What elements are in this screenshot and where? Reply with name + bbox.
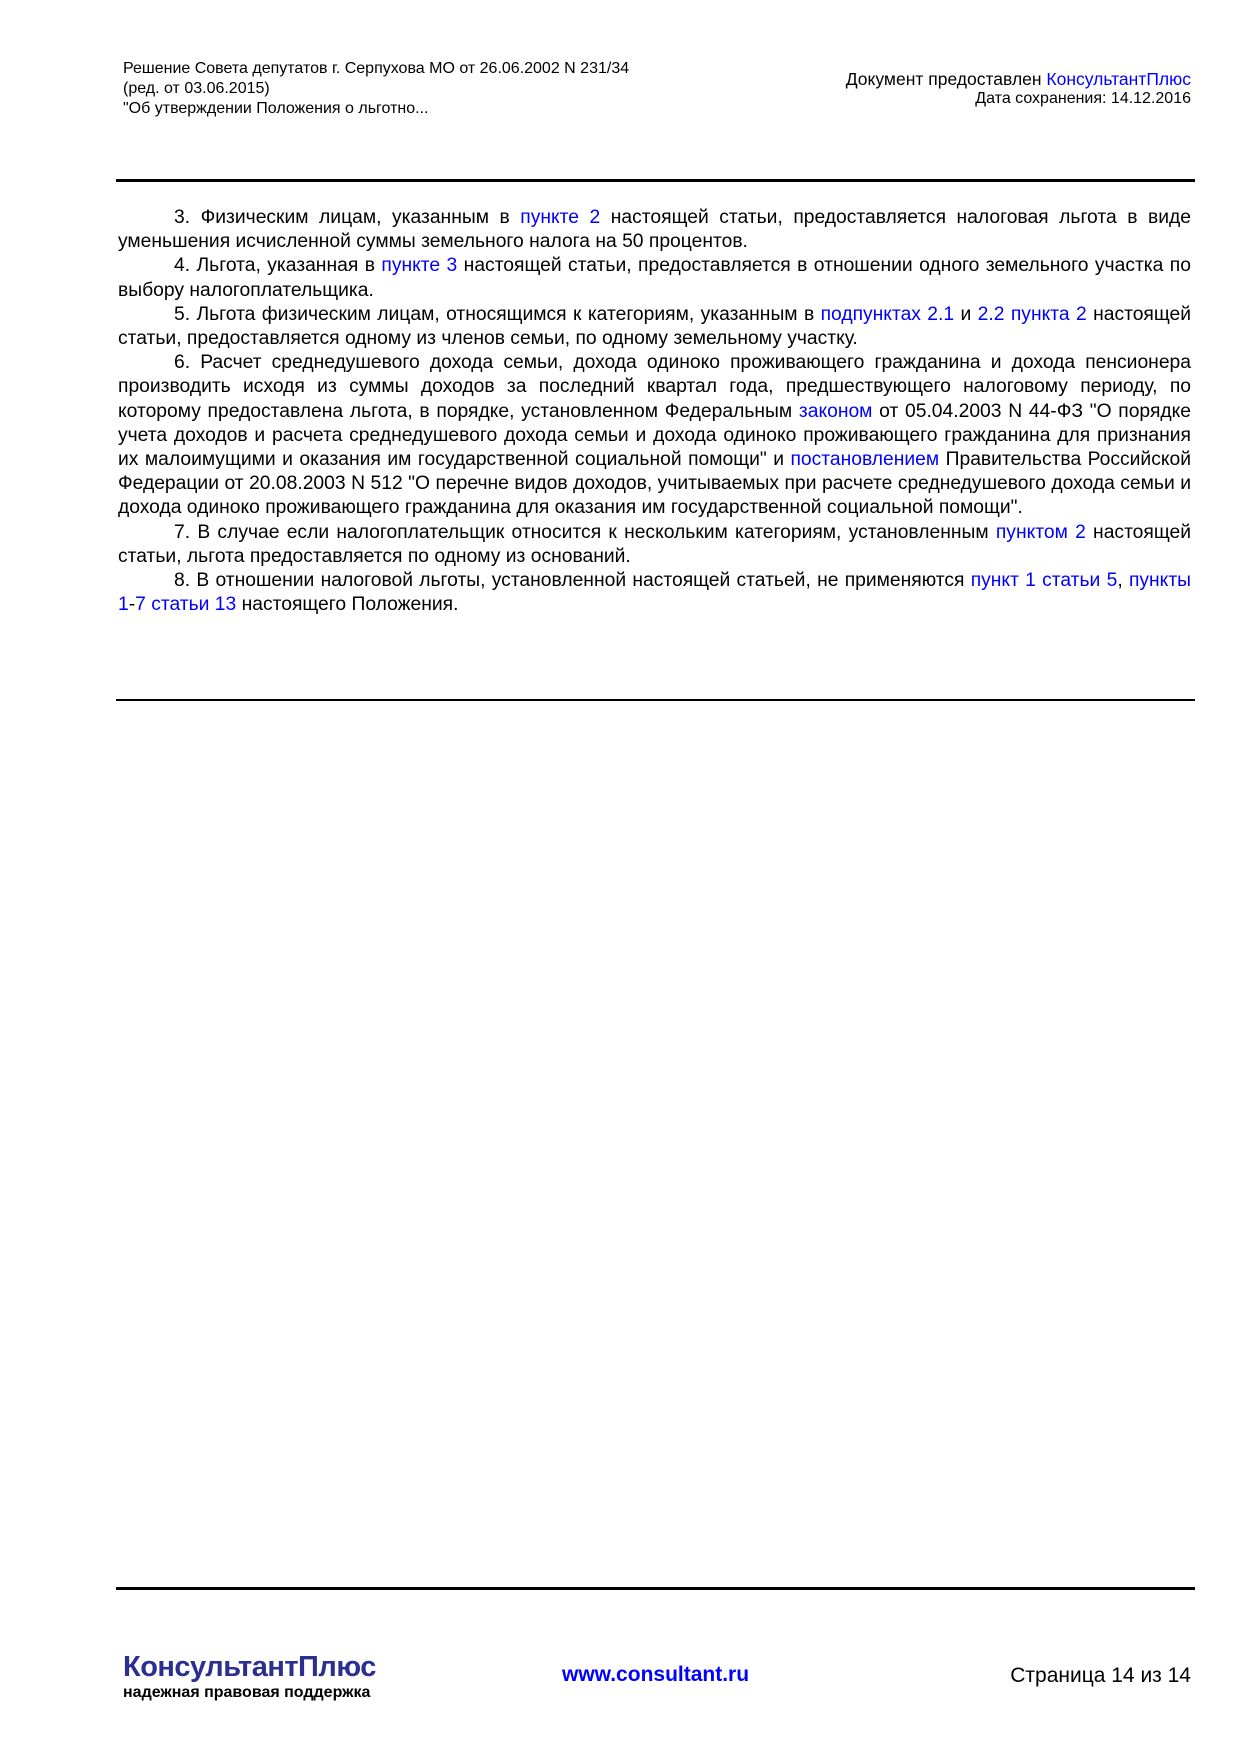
page-number: Страница 14 из 14 (1010, 1664, 1191, 1687)
reference-link[interactable]: пункт 1 статьи 5 (970, 570, 1118, 592)
paragraph-text: , (1117, 570, 1129, 592)
reference-link[interactable]: постановлением (790, 449, 940, 471)
document-title-line: "Об утверждении Положения о льготно... (123, 100, 429, 117)
paragraph-text: настоящей статьи, льгота предоставляется по одному из оснований. (118, 521, 1191, 567)
reference-link[interactable]: подпунктах 2.1 (820, 303, 955, 325)
reference-link[interactable]: пункте 2 (520, 207, 601, 228)
paragraph (118, 351, 1191, 520)
paragraph-text: - (128, 594, 136, 616)
reference-link[interactable]: 2.2 пункта 2 (977, 303, 1087, 325)
provider-info (846, 69, 1191, 109)
website-link[interactable]: www.consultant.ru (562, 1663, 750, 1686)
reference-link[interactable]: законом (798, 400, 873, 422)
reference-link[interactable]: пунктом 2 (995, 521, 1086, 543)
logo-tagline: надежная правовая поддержка (123, 1684, 371, 1701)
document-body (118, 206, 1191, 617)
document-title-line: (ред. от 03.06.2015) (123, 80, 270, 97)
provided-by-label: Документ предоставлен (845, 69, 1047, 89)
section-divider (116, 699, 1195, 701)
paragraph (118, 254, 1191, 302)
paragraph-text: настоящего Положения. (236, 594, 459, 616)
consultant-logo (123, 1651, 376, 1703)
paragraph-text: 4. Льгота, указанная в (174, 255, 382, 277)
document-title-line: Решение Совета депутатов г. Серпухова МО от 26.06.2002 N 231/34 (123, 60, 630, 77)
paragraph (118, 569, 1191, 617)
header-divider (116, 179, 1195, 182)
reference-link[interactable]: 7 статьи 13 (135, 594, 237, 616)
paragraph-text: 3. Физическим лицам, указанным в (174, 207, 521, 228)
paragraph-text: настоящей статьи, предоставляется налоговая льгота в виде уменьшения исчисленной суммы земельного налога на 50 процентов. (118, 207, 1191, 253)
paragraph-text: 6. Расчет среднедушевого дохода семьи, дохода одиноко проживающего гражданина и дохода пенсионера производить исходя из суммы доходов за последний квартал года, предшествующего налоговому периоду, по которому предоставлена льгота, в порядке, установленном Федеральным (118, 352, 1191, 422)
paragraph-text: настоящей статьи, предоставляется одному из членов семьи, по одному земельному участку. (118, 303, 1192, 350)
paragraph-text: от 05.04.2003 N 44-ФЗ "О порядке учета доходов и расчета среднедушевого дохода семьи и дохода одиноко проживающего гражданина для признания их малоимущими и оказания им государственной социальной помощи" и (118, 400, 1192, 471)
paragraph-text: 8. В отношении налоговой льготы, установленной настоящей статьей, не применяются (174, 570, 971, 592)
footer-divider (116, 1587, 1195, 1590)
paragraph-text: 5. Льгота физическим лицам, относящимся к категориям, указанным в (174, 303, 821, 325)
logo-brand: КонсультантПлюс (123, 1651, 376, 1683)
paragraph-text: 7. В случае если налогоплательщик относится к нескольким категориям, установленным (174, 521, 996, 543)
paragraph (118, 521, 1191, 569)
reference-link[interactable]: пункте 3 (381, 255, 458, 277)
save-date: Дата сохранения: 14.12.2016 (975, 90, 1191, 107)
provider-link[interactable]: КонсультантПлюс (1046, 69, 1191, 89)
document-title (123, 59, 629, 119)
paragraph-text: Правительства Российской Федерации от 20.08.2003 N 512 "О перечне видов доходов, учитываемых при расчете среднедушевого дохода семьи и дохода одиноко проживающего гражданина для оказания им государственной социальной помощи". (118, 449, 1191, 519)
paragraph-text: настоящей статьи, предоставляется в отношении одного земельного участка по выбору налогоплательщика. (118, 255, 1191, 301)
paragraph-text: и (954, 303, 978, 325)
paragraph (118, 206, 1191, 254)
reference-link[interactable]: пункты 1 (118, 570, 1192, 616)
paragraph (118, 303, 1191, 351)
